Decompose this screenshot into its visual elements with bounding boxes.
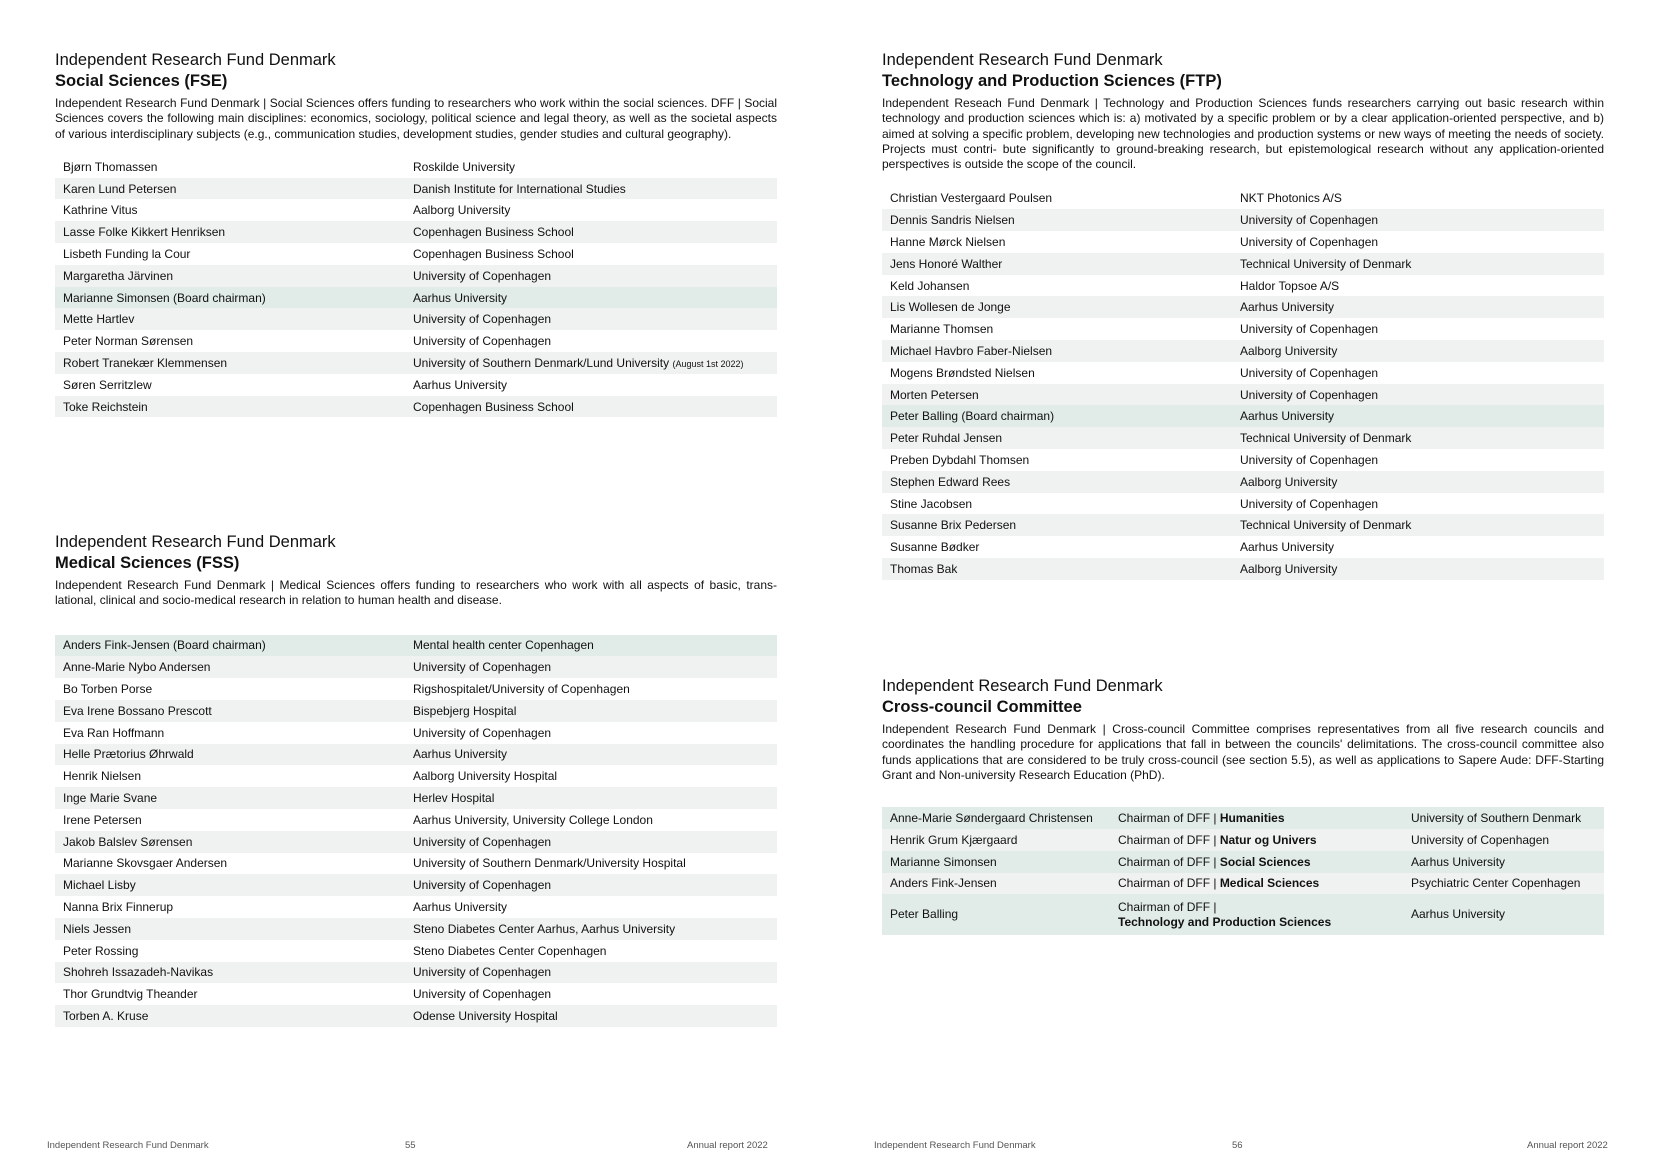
role-council: Humanities <box>1219 811 1285 826</box>
member-row <box>882 187 1604 209</box>
institution-text: Aarhus University <box>1240 540 1335 555</box>
member-institution <box>405 918 777 940</box>
member-row <box>55 809 777 831</box>
member-name: Peter Norman Sørensen <box>63 334 194 349</box>
member-row <box>882 493 1604 515</box>
member-institution <box>405 635 777 657</box>
member-name: Karen Lund Petersen <box>55 178 405 200</box>
institution-text: Aarhus University <box>413 290 508 305</box>
member-row <box>55 744 777 766</box>
member-institution <box>1232 253 1604 275</box>
member-name: Shohreh Issazadeh-Navikas <box>55 962 405 984</box>
institution-text: Rigshospitalet/University of Copenhagen <box>413 682 630 697</box>
member-name: Preben Dybdahl Thomsen <box>890 452 1030 467</box>
role-prefix: Chairman of DFF | <box>1118 876 1220 891</box>
section-description: Independent Reseach Fund Denmark | Technology and Production Sciences funds researchers carrying out basic research within technology and production sciences which is: a) motivated by a specific problem or by a clear application-oriented perspective, and b) aimed at solving a specific problem, developing new technologies and production systems or new ways of meeting the needs of society. Projects must contri- bute significantly to ground-breaking research, but epistemological research without any application-oriented perspectives is outside the scope of the council. <box>882 96 1604 172</box>
institution-text: Steno Diabetes Center Copenhagen <box>413 943 607 958</box>
member-institution <box>405 700 777 722</box>
member-name: Morten Petersen <box>882 384 1232 406</box>
section-description: Independent Research Fund Denmark | Social Sciences offers funding to researchers who work within the social sciences. DFF | Social Sciences covers the following main disciplines: economics, sociology, political science and legal theory, as well as the societal aspects of various interdisciplinary subjects (e.g., communication studies, development studies, gender studies and cultural geography). <box>55 96 777 141</box>
member-name: Peter Ruhdal Jensen <box>882 427 1232 449</box>
members-table-fse <box>55 156 777 418</box>
page-56 <box>827 0 1654 1169</box>
member-row <box>882 384 1604 406</box>
member-name: Anders Fink-Jensen (Board chairman) <box>55 635 405 657</box>
member-name: Marianne Skovsgaer Andersen <box>63 856 228 871</box>
member-name: Søren Serritzlew <box>63 377 152 392</box>
cross-council-row <box>882 873 1604 895</box>
member-row <box>55 308 777 330</box>
member-row <box>55 221 777 243</box>
member-role <box>1110 807 1403 829</box>
member-role <box>1110 829 1403 851</box>
member-name: Bjørn Thomassen <box>63 159 158 174</box>
member-institution <box>405 656 777 678</box>
member-institution <box>405 265 777 287</box>
member-institution <box>405 678 777 700</box>
member-institution <box>405 787 777 809</box>
role-prefix: Chairman of DFF | <box>1118 811 1220 826</box>
member-name: Eva Irene Bossano Prescott <box>55 700 405 722</box>
institution-text: University of Copenhagen <box>1240 387 1379 402</box>
section-council-title: Cross-council Committee <box>882 698 1082 716</box>
member-institution <box>405 983 777 1005</box>
institution-text: Steno Diabetes Center Aarhus, Aarhus University <box>413 921 676 936</box>
member-institution <box>405 831 777 853</box>
section-description: Independent Research Fund Denmark | Cross-council Committee comprises representatives from all five research councils and coordinates the handling procedure for applications that fall in between the councils' delimitations. The cross-council committee also funds applications that are considered to be truly cross-council (see section 5.5), as well as applications to Sapere Aude: DFF-Starting Grant and Non-university Research Education (PhD). <box>882 722 1604 782</box>
member-row <box>882 296 1604 318</box>
institution-text: Copenhagen Business School <box>413 225 574 240</box>
section-social-sciences <box>55 50 777 417</box>
member-row <box>882 427 1604 449</box>
institution-text: Aarhus University <box>1240 300 1335 315</box>
cross-council-row <box>882 851 1604 873</box>
institution-text: University of Southern Denmark/University Hospital <box>413 856 686 871</box>
member-row <box>882 275 1604 297</box>
institution-text: Aarhus University <box>413 377 508 392</box>
member-name: Michael Lisby <box>55 874 405 896</box>
institution-text: University of Copenhagen <box>413 334 552 349</box>
member-institution: University of Copenhagen <box>1403 829 1604 851</box>
member-institution <box>405 809 777 831</box>
member-institution <box>1232 340 1604 362</box>
member-row <box>882 231 1604 253</box>
member-name: Toke Reichstein <box>55 396 405 418</box>
member-row <box>882 253 1604 275</box>
member-row <box>55 678 777 700</box>
member-row <box>882 449 1604 471</box>
member-name: Helle Prætorius Øhrwald <box>55 744 405 766</box>
section-org-title: Independent Research Fund Denmark <box>882 677 1163 695</box>
member-role <box>1110 851 1403 873</box>
member-name: Marianne Thomsen <box>890 322 994 337</box>
section-medical-sciences <box>55 532 777 1027</box>
cross-council-table <box>882 807 1604 935</box>
member-institution <box>405 722 777 744</box>
member-institution: Psychiatric Center Copenhagen <box>1403 873 1604 895</box>
member-institution <box>405 874 777 896</box>
member-name: Marianne Simonsen <box>882 851 1110 873</box>
member-name: Lasse Folke Kikkert Henriksen <box>55 221 405 243</box>
member-role <box>1110 873 1403 895</box>
institution-text: Bispebjerg Hospital <box>413 703 517 718</box>
member-institution <box>405 396 777 418</box>
member-institution <box>405 962 777 984</box>
member-institution <box>1232 471 1604 493</box>
members-table-fss <box>55 635 777 1027</box>
member-row <box>55 874 777 896</box>
member-name: Robert Tranekær Klemmensen <box>55 352 405 374</box>
member-row <box>55 265 777 287</box>
institution-text: Odense University Hospital <box>413 1009 558 1024</box>
member-institution <box>1232 493 1604 515</box>
member-institution <box>405 308 777 330</box>
footer-left-text: Independent Research Fund Denmark <box>874 1140 1036 1151</box>
institution-text: University of Copenhagen <box>413 725 552 740</box>
member-name: Henrik Grum Kjærgaard <box>882 829 1110 851</box>
member-institution <box>1232 187 1604 209</box>
member-institution <box>405 744 777 766</box>
member-name: Torben A. Kruse <box>55 1005 405 1027</box>
role-prefix: Chairman of DFF | <box>1118 899 1217 914</box>
institution-text: Technical University of Denmark <box>1240 256 1412 271</box>
member-institution: University of Southern Denmark <box>1403 807 1604 829</box>
institution-text: Danish Institute for International Studies <box>413 181 626 196</box>
member-institution <box>405 199 777 221</box>
member-institution <box>405 243 777 265</box>
institution-text: Technical University of Denmark <box>1240 431 1412 446</box>
member-institution <box>1232 427 1604 449</box>
institution-text: Copenhagen Business School <box>413 399 574 414</box>
institution-text: Aalborg University <box>1240 343 1338 358</box>
member-name: Marianne Simonsen (Board chairman) <box>55 287 405 309</box>
member-name: Eva Ran Hoffmann <box>63 725 165 740</box>
member-name: Keld Johansen <box>890 278 970 293</box>
member-row <box>55 962 777 984</box>
institution-text: Aarhus University <box>1240 409 1335 424</box>
member-name: Irene Petersen <box>63 812 142 827</box>
member-row <box>55 330 777 352</box>
institution-text: University of Copenhagen <box>413 878 552 893</box>
member-institution <box>405 853 777 875</box>
member-name: Anne-Marie Søndergaard Christensen <box>882 807 1110 829</box>
member-row <box>882 362 1604 384</box>
member-name: Niels Jessen <box>55 918 405 940</box>
member-row <box>55 156 777 178</box>
member-row <box>882 471 1604 493</box>
role-council: Technology and Production Sciences <box>1118 914 1332 929</box>
role-prefix: Chairman of DFF | <box>1118 854 1220 869</box>
section-council-title: Medical Sciences (FSS) <box>55 554 240 572</box>
member-institution <box>1232 362 1604 384</box>
member-institution <box>405 221 777 243</box>
member-institution <box>1232 296 1604 318</box>
institution-text: University of Southern Denmark/Lund University <box>413 355 670 370</box>
page-number: 56 <box>1232 1140 1243 1151</box>
member-row <box>55 765 777 787</box>
institution-text: University of Copenhagen <box>413 312 552 327</box>
member-row <box>55 722 777 744</box>
institution-text: University of Copenhagen <box>413 268 552 283</box>
role-council: Natur og Univers <box>1219 832 1317 847</box>
institution-text: Aalborg University <box>1240 561 1338 576</box>
page-number: 55 <box>405 1140 416 1151</box>
member-name: Jakob Balslev Sørensen <box>55 831 405 853</box>
institution-text: University of Copenhagen <box>1240 213 1379 228</box>
institution-text: University of Copenhagen <box>1240 365 1379 380</box>
member-name: Dennis Sandris Nielsen <box>882 209 1232 231</box>
institution-text: University of Copenhagen <box>1240 322 1379 337</box>
member-row <box>55 700 777 722</box>
member-row <box>55 374 777 396</box>
member-row <box>55 656 777 678</box>
member-institution <box>1232 231 1604 253</box>
member-name: Michael Havbro Faber-Nielsen <box>882 340 1232 362</box>
member-institution <box>405 1005 777 1027</box>
institution-text: University of Copenhagen <box>1240 452 1379 467</box>
member-row <box>882 318 1604 340</box>
member-row <box>55 178 777 200</box>
member-institution <box>405 940 777 962</box>
member-institution <box>1232 275 1604 297</box>
member-row <box>882 558 1604 580</box>
member-name: Bo Torben Porse <box>63 682 153 697</box>
member-name: Stine Jacobsen <box>890 496 973 511</box>
member-institution <box>1232 318 1604 340</box>
member-name: Nanna Brix Finnerup <box>63 900 174 915</box>
member-row <box>55 918 777 940</box>
member-institution: Aarhus University <box>1403 894 1604 935</box>
member-name: Stephen Edward Rees <box>882 471 1232 493</box>
member-name: Mogens Brøndsted Nielsen <box>890 365 1035 380</box>
member-institution <box>1232 449 1604 471</box>
institution-text: Technical University of Denmark <box>1240 518 1412 533</box>
cross-council-row <box>882 829 1604 851</box>
member-name: Peter Balling <box>882 894 1110 935</box>
section-technology-production <box>882 50 1604 580</box>
institution-text: Aarhus University <box>413 900 508 915</box>
institution-text: University of Copenhagen <box>413 965 552 980</box>
member-institution <box>405 330 777 352</box>
cross-council-row <box>882 807 1604 829</box>
member-institution <box>1232 536 1604 558</box>
role-prefix: Chairman of DFF | <box>1118 832 1220 847</box>
member-row-chairman <box>55 635 777 657</box>
member-row <box>55 831 777 853</box>
institution-text: Aalborg University <box>1240 474 1338 489</box>
member-institution <box>405 374 777 396</box>
member-name: Susanne Bødker <box>890 540 980 555</box>
institution-text: Aarhus University, University College London <box>413 812 653 827</box>
member-institution <box>405 896 777 918</box>
institution-text: University of Copenhagen <box>413 660 552 675</box>
member-name: Thor Grundtvig Theander <box>63 987 198 1002</box>
member-institution <box>1232 514 1604 536</box>
member-row <box>882 340 1604 362</box>
section-cross-council <box>882 676 1604 935</box>
member-institution <box>405 287 777 309</box>
member-name: Kathrine Vitus <box>63 203 138 218</box>
member-name: Margaretha Järvinen <box>55 265 405 287</box>
member-name: Peter Rossing <box>63 943 139 958</box>
footer-right-text: Annual report 2022 <box>1527 1140 1608 1151</box>
member-institution <box>1232 384 1604 406</box>
institution-text: University of Copenhagen <box>413 987 552 1002</box>
member-role <box>1110 894 1403 935</box>
member-name: Peter Balling (Board chairman) <box>882 405 1232 427</box>
member-row <box>55 243 777 265</box>
member-institution <box>1232 209 1604 231</box>
member-institution <box>405 765 777 787</box>
member-row <box>55 896 777 918</box>
institution-note: (August 1st 2022) <box>672 358 744 369</box>
member-row <box>55 940 777 962</box>
member-row-chairman <box>55 287 777 309</box>
member-name: Lis Wollesen de Jonge <box>882 296 1232 318</box>
institution-text: Haldor Topsoe A/S <box>1240 278 1340 293</box>
member-institution <box>405 178 777 200</box>
member-name: Hanne Mørck Nielsen <box>890 234 1006 249</box>
member-row <box>55 396 777 418</box>
institution-text: Herlev Hospital <box>413 791 495 806</box>
institution-text: Aarhus University <box>413 747 508 762</box>
member-name: Jens Honoré Walther <box>882 253 1232 275</box>
member-row-chairman <box>882 405 1604 427</box>
member-institution <box>405 156 777 178</box>
role-council: Social Sciences <box>1219 854 1311 869</box>
institution-text: Aalborg University <box>413 203 511 218</box>
member-row <box>55 199 777 221</box>
footer-right-text: Annual report 2022 <box>687 1140 768 1151</box>
institution-text: Roskilde University <box>413 159 516 174</box>
member-row <box>882 209 1604 231</box>
institution-text: NKT Photonics A/S <box>1240 191 1342 206</box>
member-name: Lisbeth Funding la Cour <box>63 246 191 261</box>
institution-text: University of Copenhagen <box>413 834 552 849</box>
member-name: Anders Fink-Jensen <box>882 873 1110 895</box>
footer-left-text: Independent Research Fund Denmark <box>47 1140 209 1151</box>
member-row <box>55 352 777 374</box>
institution-text: University of Copenhagen <box>1240 234 1379 249</box>
cross-council-row <box>882 894 1604 935</box>
member-row <box>55 1005 777 1027</box>
member-institution <box>405 352 777 374</box>
member-name: Christian Vestergaard Poulsen <box>890 191 1053 206</box>
member-row <box>882 536 1604 558</box>
member-name: Henrik Nielsen <box>63 769 142 784</box>
section-description: Independent Research Fund Denmark | Medical Sciences offers funding to researchers who work with all aspects of basic, trans- lational, clinical and socio-medical research in relation to human health and disease. <box>55 578 777 608</box>
institution-text: Mental health center Copenhagen <box>413 638 594 653</box>
section-org-title: Independent Research Fund Denmark <box>55 51 336 69</box>
member-institution <box>1232 558 1604 580</box>
member-name: Susanne Brix Pedersen <box>882 514 1232 536</box>
members-table-ftp <box>882 187 1604 579</box>
institution-text: Copenhagen Business School <box>413 246 574 261</box>
role-council: Medical Sciences <box>1219 876 1320 891</box>
member-institution <box>1232 405 1604 427</box>
section-org-title: Independent Research Fund Denmark <box>882 51 1163 69</box>
institution-text: Aalborg University Hospital <box>413 769 558 784</box>
member-name: Mette Hartlev <box>55 308 405 330</box>
institution-text: University of Copenhagen <box>1240 496 1379 511</box>
member-name: Thomas Bak <box>882 558 1232 580</box>
section-council-title: Social Sciences (FSE) <box>55 72 228 90</box>
member-row <box>55 983 777 1005</box>
member-row <box>55 787 777 809</box>
member-name: Anne-Marie Nybo Andersen <box>55 656 405 678</box>
member-institution: Aarhus University <box>1403 851 1604 873</box>
section-org-title: Independent Research Fund Denmark <box>55 533 336 551</box>
section-council-title: Technology and Production Sciences (FTP) <box>882 72 1222 90</box>
member-row <box>882 514 1604 536</box>
member-name: Inge Marie Svane <box>55 787 405 809</box>
member-row <box>55 853 777 875</box>
